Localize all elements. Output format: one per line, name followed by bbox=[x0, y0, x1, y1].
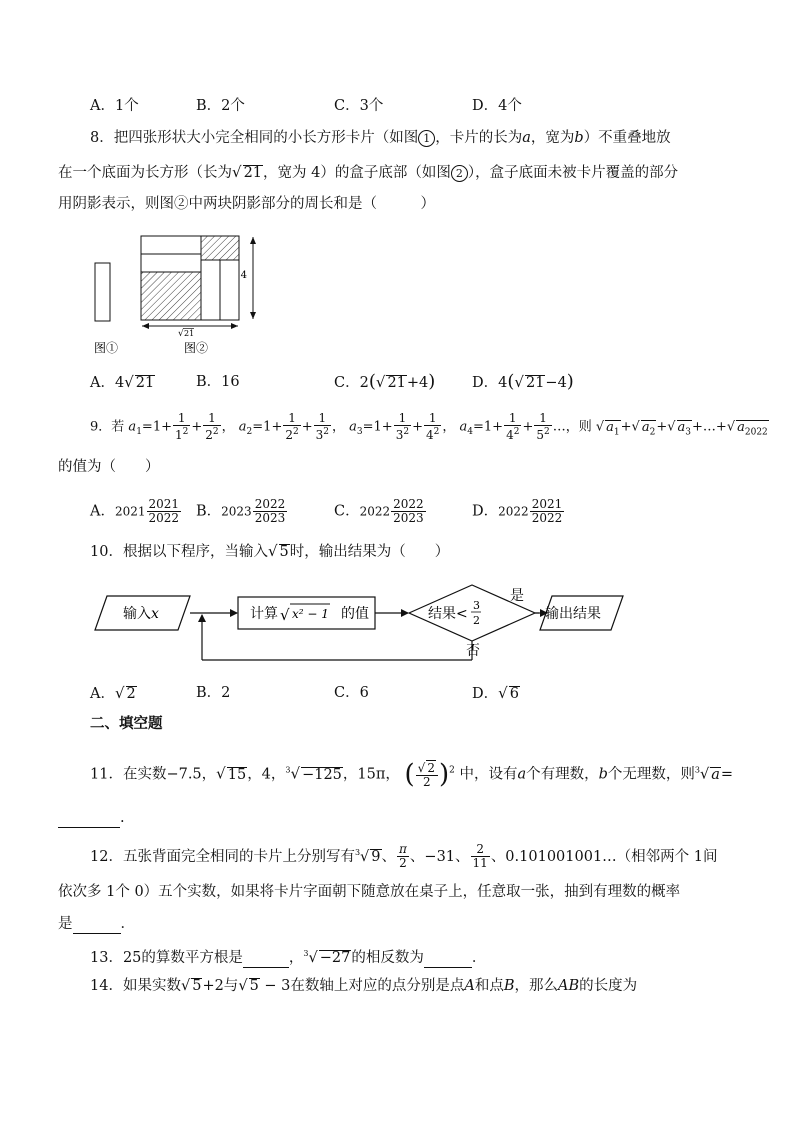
fig1-label: 图① bbox=[94, 341, 119, 355]
q13-line: 13．25的算数平方根是 ，$^3$√ −27的相反数为 ． bbox=[90, 949, 487, 966]
svg-text:输出结果: 输出结果 bbox=[545, 606, 601, 622]
svg-text:结果<: 结果< bbox=[428, 606, 468, 622]
fig1-card bbox=[95, 263, 110, 321]
svg-text:计算: 计算 bbox=[250, 606, 278, 622]
q9-option-d: D．2022 $\frac{2021}{2022}$ bbox=[472, 497, 563, 525]
q10-option-d: D．√ 6 bbox=[472, 684, 519, 702]
q11-line1: 11．在实数−7.5，√ 15，4，$^3$√ −125，15π， ( $\frac{√ 2}{2}$ )$^2$ 中，设有a个有理数，b个无理数，则$^3$√ a= bbox=[90, 759, 734, 790]
svg-text:2: 2 bbox=[473, 614, 480, 627]
q8-line2: 在一个底面为长方形（长为√ 21，宽为 4）的盒子底部（如图 2 ），盒子底面未被卡片覆盖的部分 bbox=[58, 163, 679, 181]
svg-text:的值: 的值 bbox=[341, 606, 369, 622]
fig2-shade-bottom bbox=[141, 272, 201, 320]
q10-question: 10．根据以下程序，当输入√ 5时，输出结果为（ ） bbox=[90, 542, 450, 560]
fig-height-label: 4 bbox=[240, 270, 247, 281]
q12-line3: 是 ． bbox=[58, 916, 135, 932]
fig2-shade-top bbox=[201, 236, 239, 260]
q8-option-c: C．2(√ 21+4) bbox=[334, 371, 436, 392]
q8-option-d: D．4(√ 21−4) bbox=[472, 371, 574, 392]
q13-answer-blank-2 bbox=[424, 953, 472, 968]
q8-figure bbox=[88, 228, 278, 356]
q10-option-a: A．√ 2 bbox=[90, 684, 136, 702]
svg-text:√: √ bbox=[280, 606, 290, 624]
q9-line1: 9．若 $a_1=1+$ $\frac{1}{1^2}$ + $\frac{1}{2^2}$ ， $a_2=1+$ $\frac{1}{2^2}$ + $\frac{1}{3^2}$ ， $a_3=1+$ $\frac{1}{3^2}$ + $\frac{1}{4^2}$ ， $a_4=1+$ $\frac{1}{4^2}$ + $\frac{1}{5^2}$ …，则 √ $a_1+√$ $a_2+√$ $a_3+\dots+√$ $a_{2022}$ bbox=[90, 411, 768, 442]
q11-answer-blank bbox=[58, 813, 120, 828]
q14-line: 14．如果实数√ 5+2与√ 5 − 3在数轴上对应的点分别是点A和点B，那么AB的长度为 bbox=[90, 978, 638, 994]
q10-option-c: C．6 bbox=[334, 685, 369, 701]
q12-line1: 12．五张背面完全相同的卡片上分别写有$^3$√ 9、 $\frac{\pi}{2}$ 、−31、 $\frac{2}{11}$ 、0.101001001…（相邻两个 1间 bbox=[90, 842, 718, 871]
fig-width-label: 21 bbox=[184, 329, 195, 338]
q12-line2: 依次多 1个 0）五个实数，如果将卡片字面朝下随意放在桌子上，任意取一张，抽到有理数的概率 bbox=[58, 884, 681, 900]
q7-option-a: A．1个 bbox=[90, 98, 139, 114]
svg-text:输入x: 输入x bbox=[123, 606, 159, 622]
q9-option-a: A．2021 $\frac{2021}{2022}$ bbox=[90, 497, 180, 525]
q9-option-b: B．2023 $\frac{2022}{2023}$ bbox=[196, 497, 286, 525]
q7-option-c: C．3个 bbox=[334, 98, 384, 114]
svg-text:x² − 1: x² − 1 bbox=[292, 607, 329, 621]
q9-option-c: C．2022 $\frac{2022}{2023}$ bbox=[334, 497, 424, 525]
svg-text:否: 否 bbox=[466, 643, 480, 659]
q9-line2: 的值为（ ） bbox=[58, 459, 160, 475]
fig2-label: 图② bbox=[184, 341, 209, 355]
q7-option-b: B．2个 bbox=[196, 98, 245, 114]
q7-option-d: D．4个 bbox=[472, 98, 522, 114]
section-title: 二、填空题 bbox=[90, 716, 163, 732]
q11-line2: . bbox=[58, 808, 125, 828]
svg-text:3: 3 bbox=[473, 599, 480, 612]
q8-line1: 8．把四张形状大小完全相同的小长方形卡片（如图 1 ，卡片的长为a，宽为b）不重叠地放 bbox=[90, 130, 671, 146]
q12-answer-blank bbox=[73, 919, 121, 934]
q8-option-b: B．16 bbox=[196, 374, 240, 390]
q10-flowchart bbox=[90, 580, 630, 668]
svg-text:是: 是 bbox=[510, 588, 524, 604]
q13-answer-blank-1 bbox=[243, 953, 289, 968]
q10-option-b: B．2 bbox=[196, 685, 231, 701]
q8-line3: 用阴影表示，则图②中两块阴影部分的周长和是（ ） bbox=[58, 196, 435, 212]
q8-option-a: A．4√ 21 bbox=[90, 373, 155, 391]
svg-text:√: √ bbox=[178, 329, 184, 339]
